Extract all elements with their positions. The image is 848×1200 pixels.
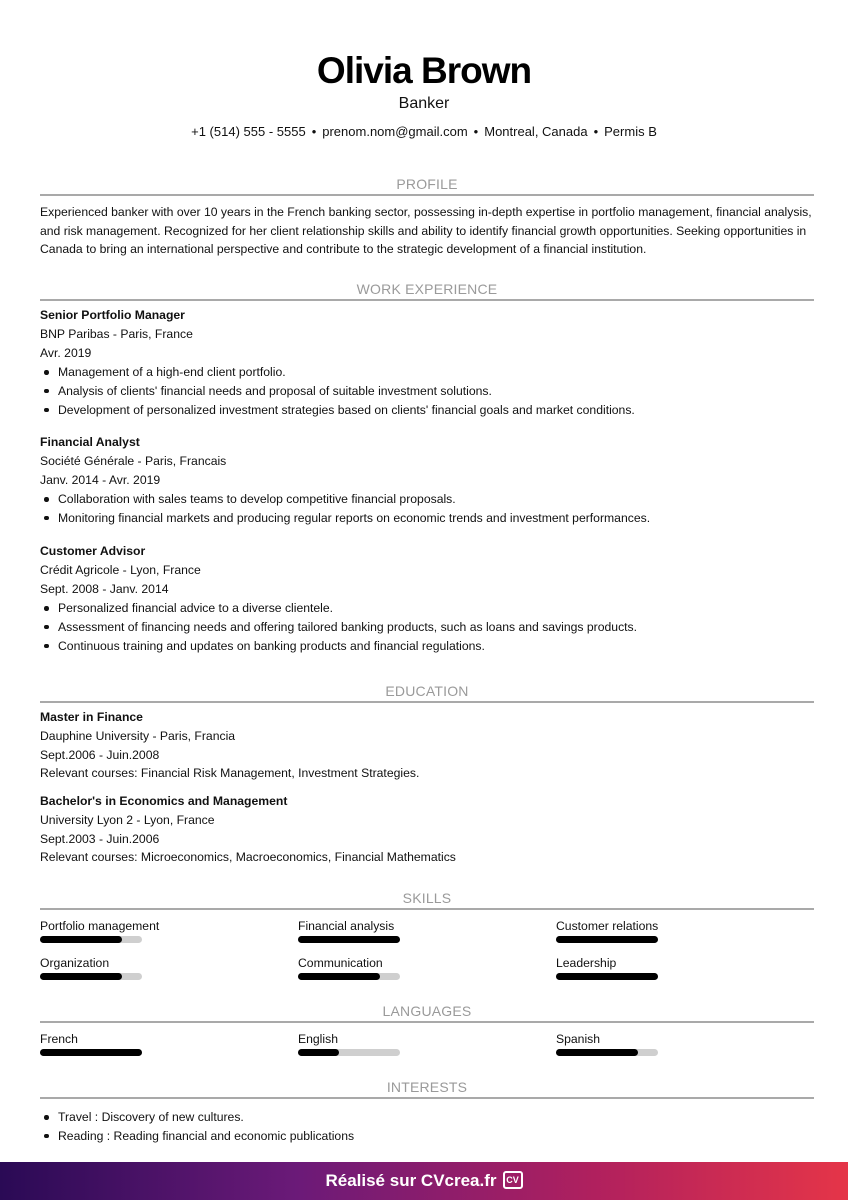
degree-school: University Lyon 2 - Lyon, France <box>40 812 215 827</box>
skill-item <box>298 918 498 943</box>
contact-line <box>0 124 848 139</box>
skill-item <box>556 955 756 980</box>
skill-level-fill <box>298 936 400 943</box>
list-item: Assessment of financing needs and offering tailored banking products, such as loans and savings products. <box>40 618 814 637</box>
degree-school: Dauphine University - Paris, Francia <box>40 728 236 743</box>
job-dates: Janv. 2014 - Avr. 2019 <box>40 472 161 487</box>
language-level-fill <box>40 1049 142 1056</box>
skill-level-bar <box>40 936 142 943</box>
skill-level-bar <box>556 936 658 943</box>
candidate-role: Banker <box>398 95 450 112</box>
language-level-fill <box>556 1049 638 1056</box>
degree-title: Bachelor's in Economics and Management <box>40 794 288 808</box>
skill-item <box>40 955 240 980</box>
skill-level-bar <box>556 973 658 980</box>
bullet-separator: • <box>473 124 479 139</box>
section-heading-skills: SKILLS <box>402 890 452 906</box>
skill-level-fill <box>40 936 122 943</box>
interests-list <box>40 1107 814 1145</box>
cv-logo-icon: CV <box>503 1171 523 1189</box>
skill-level-fill <box>298 973 380 980</box>
section-heading-education: EDUCATION <box>385 683 469 699</box>
list-item: Management of a high-end client portfolio. <box>40 363 814 382</box>
list-item: Development of personalized investment strategies based on clients' financial goals and market conditions. <box>40 401 814 420</box>
list-item: Continuous training and updates on banking products and financial regulations. <box>40 637 814 656</box>
language-item <box>556 1031 756 1056</box>
work-entry <box>40 433 814 528</box>
education-entry <box>40 792 814 867</box>
contact-phone: +1 (514) 555 - 5555 <box>191 124 306 139</box>
list-item: Collaboration with sales teams to develop competitive financial proposals. <box>40 490 814 509</box>
skill-label: Portfolio management <box>40 919 160 933</box>
skill-item <box>40 918 240 943</box>
language-item <box>298 1031 498 1056</box>
section-heading-interests: INTERESTS <box>386 1079 468 1095</box>
degree-dates: Sept.2006 - Juin.2008 <box>40 747 160 762</box>
skill-label: Communication <box>298 956 383 970</box>
language-level-bar <box>40 1049 142 1056</box>
section-divider <box>40 701 814 703</box>
skill-level-fill <box>556 936 658 943</box>
skill-level-fill <box>40 973 122 980</box>
language-label: Spanish <box>556 1032 601 1046</box>
job-duties <box>40 599 814 655</box>
job-dates: Sept. 2008 - Janv. 2014 <box>40 581 169 596</box>
language-level-bar <box>298 1049 400 1056</box>
skill-level-fill <box>556 973 658 980</box>
section-divider <box>40 299 814 301</box>
bullet-separator: • <box>593 124 599 139</box>
interests-bullets <box>40 1108 814 1145</box>
degree-dates: Sept.2003 - Juin.2006 <box>40 831 160 846</box>
section-divider <box>40 194 814 196</box>
skill-label: Financial analysis <box>298 919 395 933</box>
job-title: Senior Portfolio Manager <box>40 308 185 322</box>
skill-label: Leadership <box>556 956 617 970</box>
skill-level-bar <box>40 973 142 980</box>
job-employer: Crédit Agricole - Lyon, France <box>40 562 201 577</box>
language-level-bar <box>556 1049 658 1056</box>
skill-level-bar <box>298 973 400 980</box>
degree-title: Master in Finance <box>40 710 143 724</box>
skill-label: Customer relations <box>556 919 659 933</box>
section-heading-work: WORK EXPERIENCE <box>356 281 498 297</box>
work-entry <box>40 542 814 655</box>
profile-summary: Experienced banker with over 10 years in the French banking sector, possessing in-depth expertise in portfolio management, financial analysis, and risk management. Recognized for her client relationship skills and ability to identify financial growth opportunities. Seeking opportunities in Canada to bring an international perspective and contribute to the strategic development of a financial institution. <box>40 205 812 256</box>
language-label: English <box>298 1032 338 1046</box>
skill-item <box>298 955 498 980</box>
skill-item <box>556 918 756 943</box>
section-heading-profile: PROFILE <box>396 176 458 192</box>
education-entry <box>40 708 814 783</box>
section-divider <box>40 908 814 910</box>
job-employer: BNP Paribas - Paris, France <box>40 326 193 341</box>
job-duties <box>40 490 814 527</box>
language-level-fill <box>298 1049 339 1056</box>
contact-license: Permis B <box>604 124 657 139</box>
job-title: Customer Advisor <box>40 544 146 558</box>
job-title: Financial Analyst <box>40 435 140 449</box>
section-divider <box>40 1097 814 1099</box>
language-label: French <box>40 1032 78 1046</box>
skill-level-bar <box>298 936 400 943</box>
list-item: Analysis of clients' financial needs and proposal of suitable investment solutions. <box>40 382 814 401</box>
skill-label: Organization <box>40 956 110 970</box>
section-divider <box>40 1021 814 1023</box>
list-item: Reading : Reading financial and economic publications <box>40 1127 814 1146</box>
footer-banner[interactable] <box>0 1162 848 1200</box>
degree-courses: Relevant courses: Financial Risk Management, Investment Strategies. <box>40 766 420 781</box>
job-employer: Société Générale - Paris, Francais <box>40 453 227 468</box>
section-heading-languages: LANGUAGES <box>382 1003 472 1019</box>
contact-email: prenom.nom@gmail.com <box>322 124 468 139</box>
work-entry <box>40 306 814 419</box>
list-item: Travel : Discovery of new cultures. <box>40 1108 814 1127</box>
degree-courses: Relevant courses: Microeconomics, Macroeconomics, Financial Mathematics <box>40 850 456 865</box>
job-duties <box>40 363 814 419</box>
job-dates: Avr. 2019 <box>40 345 92 360</box>
contact-location: Montreal, Canada <box>484 124 588 139</box>
list-item: Monitoring financial markets and producing regular reports on economic trends and investment performances. <box>40 509 814 528</box>
bullet-separator: • <box>311 124 317 139</box>
candidate-name: Olivia Brown <box>316 50 532 91</box>
list-item: Personalized financial advice to a diverse clientele. <box>40 599 814 618</box>
footer-credit-link[interactable]: Réalisé sur CVcrea.fr <box>325 1171 497 1190</box>
language-item <box>40 1031 240 1056</box>
